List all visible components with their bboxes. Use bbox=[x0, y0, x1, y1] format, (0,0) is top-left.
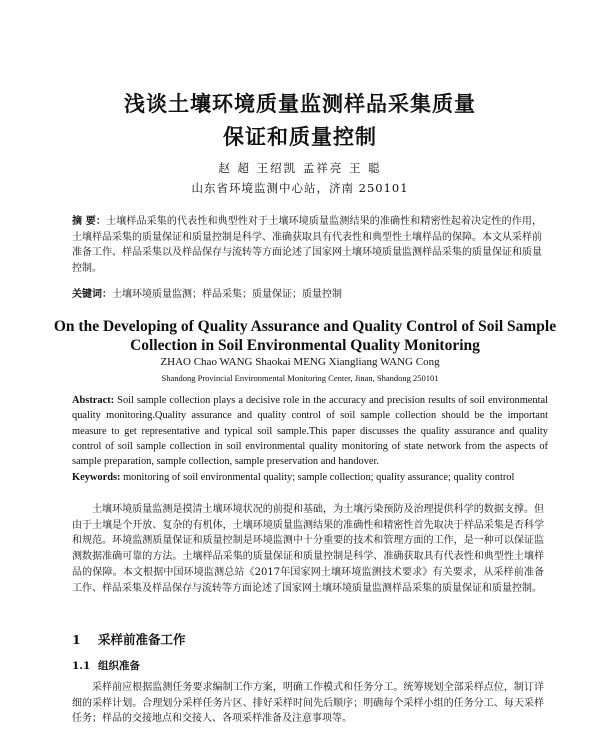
title-en bbox=[40, 317, 570, 355]
abstract-en bbox=[72, 393, 548, 469]
title-cn-line1: 浅谈土壤环境质量监测样品采集质量 bbox=[124, 91, 476, 116]
abstract-cn-text: 土壤样品采集的代表性和典型性对于土壤环境质量监测结果的准确性和精密性起着决定性的作用，土壤样品采集的质量保证和质量控制是科学、准确获取具有代表性和典型性土壤样品的保障。本文从采样前准备工作、样品采集以及样品保存与流转等方面论述了国家网土壤环境质量监测样品采集的质量保证和质量控制。 bbox=[72, 216, 543, 275]
abstract-cn bbox=[72, 214, 542, 277]
keywords-cn-label: 关键词： bbox=[72, 289, 112, 300]
abstract-en-text: Soil sample collection plays a decisive role in the accuracy and precision results of soil environmental quality monitoring.Quality assurance and quality control of soil sample collection should be the important measure to get representative and typical soil sample.This paper discusses the quality assurance and quality control of soil sample collection in soil environmental quality monitoring of state network from the aspects of sample preparation, sample collection, sample preservation and handover. bbox=[72, 395, 548, 468]
keywords-en-text: monitoring of soil environmental quality; sample collection; quality assurance; quality control bbox=[120, 472, 515, 483]
section-1-1-title: 组织准备 bbox=[98, 660, 140, 672]
keywords-en-label: Keywords: bbox=[72, 472, 121, 483]
affiliation-en: Shandong Provincial Environmental Monitoring Center, Jinan, Shandong 250101 bbox=[161, 373, 439, 383]
keywords-en bbox=[72, 470, 548, 485]
keywords-cn-text: 土壤环境质量监测；样品采集；质量保证；质量控制 bbox=[112, 289, 342, 300]
abstract-cn-label: 摘 要： bbox=[72, 216, 107, 227]
title-cn-line2: 保证和质量控制 bbox=[223, 124, 377, 149]
section-1-heading bbox=[72, 630, 186, 648]
intro-paragraph: 土壤环境质量监测是摸清土壤环境状况的前提和基础，为土壤污染预防及治理提供科学的数据支撑。但由于土壤是个开放、复杂的有机体，土壤环境质量监测结果的准确性和精密性首先取决于样品采集是否科学和规范。环境监测质量保证和质量控制是环境监测中十分重要的技术和管理方面的工作，是一种可以保证监测数据准确可靠的方法。土壤样品采集的质量保证和质量控制是科学、准确获取具有代表性和典型性土壤样品的保障。本文根据中国环境监测总站《2017年国家网土壤环境监测技术要求》有关要求，从采样前准备工作、样品采集及样品保存与流转等方面论述了国家网土壤环境质量监测样品采集的质量保证和质量控制。 bbox=[72, 504, 544, 594]
title-en-line1: On the Developing of Quality Assurance and Quality Control of Soil Sample bbox=[53, 318, 557, 335]
authors-en: ZHAO Chao WANG Shaokai MENG Xiangliang WANG Cong bbox=[160, 356, 440, 368]
section-1-1-number: 1.1 bbox=[72, 660, 91, 672]
title-en-line2: Collection in Soil Environmental Quality Monitoring bbox=[130, 337, 480, 354]
abstract-en-label: Abstract: bbox=[72, 395, 115, 406]
section-1-title: 采样前准备工作 bbox=[98, 632, 186, 647]
section-1-number: 1 bbox=[72, 632, 81, 647]
section-1-1-heading bbox=[72, 658, 140, 673]
keywords-cn bbox=[72, 287, 542, 303]
authors-cn: 赵 超 王绍凯 孟祥亮 王 聪 bbox=[218, 161, 382, 175]
section-1-1-paragraph: 采样前应根据监测任务要求编制工作方案，明确工作模式和任务分工。统筹规划全部采样点位，制订详细的采样计划。合理划分采样任务片区、排好采样时间先后顺序；明确每个采样小组的任务分工、每天采样任务；样品的交接地点和交接人、各项采样准备及注意事项等。 bbox=[72, 682, 544, 725]
affiliation-cn: 山东省环境监测中心站，济南 250101 bbox=[191, 181, 409, 195]
